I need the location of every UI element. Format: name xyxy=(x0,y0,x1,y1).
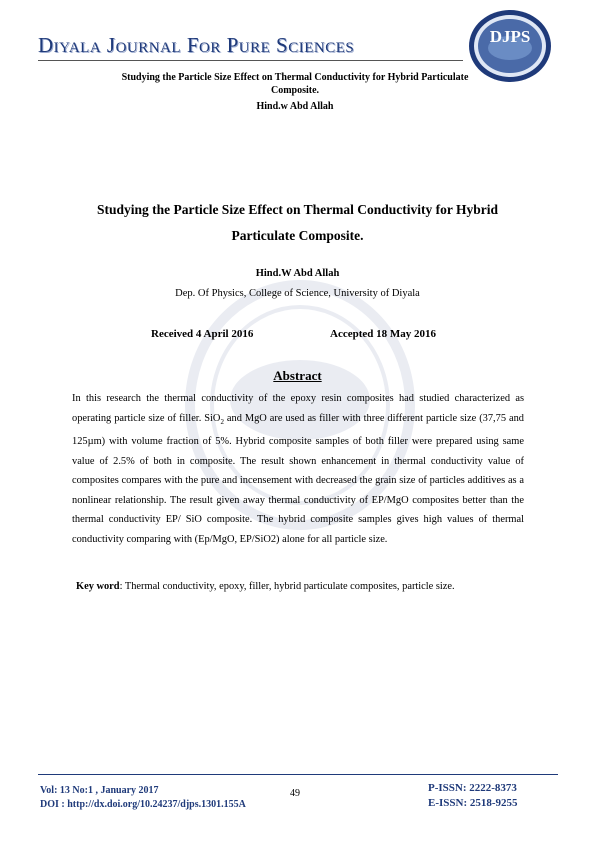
footer-citation xyxy=(40,784,246,812)
page-number: 49 xyxy=(290,788,300,799)
print-issn: P-ISSN: 2222-8373 xyxy=(428,782,517,794)
article-title xyxy=(60,197,535,249)
header-rule xyxy=(38,60,463,61)
keywords-text: : Thermal conductivity, epoxy, filler, hybrid particulate composites, particle size. xyxy=(119,581,455,592)
running-title: Studying the Particle Size Effect on Thermal Conductivity for Hybrid Particulate Composite. xyxy=(121,72,469,96)
electronic-issn: E-ISSN: 2518-9255 xyxy=(428,797,518,809)
logo-text: DJPS xyxy=(489,27,531,46)
abstract-part1: In this research the thermal conductivity of the epoxy resin composites had studied characterized as operating particle size of filler. SiO xyxy=(72,393,524,424)
journal-name: Diyala Journal For Pure Sciences xyxy=(38,33,355,57)
abstract-subscript: 2 xyxy=(220,417,224,426)
abstract-part2: and MgO are used as filler with three different particle size (37,75 and 125µm) with volume fraction of 5%. Hybrid composite samples of both filler were prepared using same value of 2.5% of both in composite. The result shown enhancement in thermal conductivity value of composites compares with the pure and incensement with decreased the grain size of particles additives as a nonlinear relationship. The result given away thermal conductivity of EP/MgO composites better than the thermal conductivity EP/ SiO composite. The hybrid composite samples gives high values of thermal conductivity comparing with (Ep/MgO, EP/SiO2) alone for all particle size. xyxy=(72,412,524,545)
abstract-text xyxy=(72,389,524,549)
received-date: Received 4 April 2016 xyxy=(151,328,254,340)
issn-block xyxy=(428,781,518,811)
article-author: Hind.W Abd Allah xyxy=(255,268,340,279)
volume-info: Vol: 13 No:1 , January 2017 xyxy=(40,785,159,796)
doi-link[interactable]: DOI : http://dx.doi.org/10.24237/djps.1301.155A xyxy=(40,799,246,810)
running-author: Hind.w Abd Allah xyxy=(256,101,334,112)
footer-rule xyxy=(38,774,558,775)
article-title-line2: Particulate Composite. xyxy=(231,228,364,243)
accepted-date: Accepted 18 May 2016 xyxy=(330,328,437,340)
abstract-heading: Abstract xyxy=(273,368,322,383)
keywords xyxy=(76,577,536,596)
keywords-label: Key word xyxy=(76,581,120,592)
author-affiliation: Dep. Of Physics, College of Science, University of Diyala xyxy=(175,288,420,299)
article-title-line1: Studying the Particle Size Effect on Thermal Conductivity for Hybrid xyxy=(96,202,499,217)
